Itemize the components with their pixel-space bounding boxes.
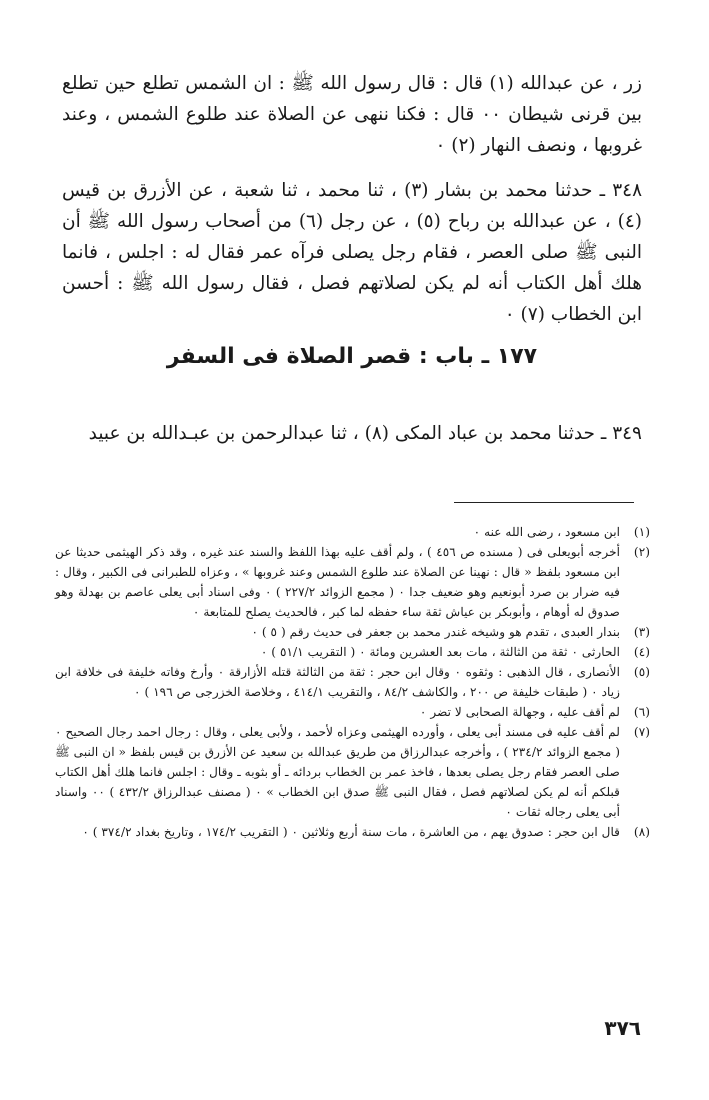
paragraph-hadith-349: ٣٤٩ ـ حدثنا محمد بن عباد المكى (٨) ، ثنا عبدالرحمن بن عبـدالله بن عبيد	[88, 423, 642, 444]
footnote	[55, 622, 650, 642]
footnote-text: ابن مسعود ، رضى الله عنه ٠	[473, 525, 620, 539]
footnote-text: الحارثى ٠ ثقة من الثالثة ، مات بعد العشرين ومائة ٠ ( التقريب ٥١/١ ) ٠	[260, 645, 620, 659]
footnote	[55, 702, 650, 722]
footnote-number: (٤)	[633, 645, 650, 659]
footnote-text: الأنصارى ، قال الذهبى : وثقوه ٠ وقال ابن حجر : ثقة من الثالثة قتله الأزارقة ٠ وأرخ وفاته خليفة فى خلافة ابن زياد ٠ ( طبقات خليفة ص ٢٠٠ ، والكاشف ٨٤/٢ ، والتقريب ٤١٤/١ ، وخلاصة الخزرجى ص ١٩٦ ) ٠	[55, 665, 621, 699]
chapter-heading: ١٧٧ ـ باب : قصر الصلاة فى السفر	[166, 344, 538, 369]
page-number: ٣٧٦	[604, 1016, 641, 1040]
footnote	[55, 822, 650, 842]
footnote-divider	[454, 502, 634, 503]
footnote-number: (٣)	[633, 625, 650, 639]
footnote	[55, 722, 650, 822]
footnote	[55, 522, 650, 542]
footnote-number: (١)	[633, 525, 650, 539]
footnote-text: أخرجه أبويعلى فى ( مسنده ص ٤٥٦ ) ، ولم أقف عليه بهذا اللفظ والسند عند غيره ، وقد ذكر الهيثمى حديثا عن ابن مسعود بلفظ « قال : نهينا عن الصلاة عند طلوع الشمس وعند غروبها » ، وعزاه للطبرانى فى الكبير ، وقال : فيه ضرار بن صرد أبونعيم وهو ضعيف جدا ٠ ( مجمع الزوائد ٢٢٧/٢ ) ٠ وفى اسناد أبى يعلى عاصم بن بهدلة وهو صدوق له أوهام ، وأبوبكر بن عياش ثقة ساء حفظه لما كبر ، فالحديث يصلح للمتابعة ٠	[55, 545, 620, 619]
footnote-number: (٧)	[633, 725, 650, 739]
paragraph-continuation: زر ، عن عبدالله (١) قال : قال رسول الله ﷺ : ان الشمس تطلع حين تطلع بين قرنى شيطان ٠٠ قال : فكنا ننهى عن الصلاة عند طلوع الشمس ، وعند غروبها ، ونصف النهار (٢) ٠	[62, 73, 643, 156]
footnotes	[55, 522, 650, 842]
footnote-text: لم أقف عليه ، وجهالة الصحابى لا تضر ٠	[419, 705, 620, 719]
footnote-number: (٨)	[633, 825, 650, 839]
footnote	[55, 542, 650, 622]
footnote	[55, 662, 650, 702]
footnote	[55, 642, 650, 662]
footnote-number: (٢)	[633, 545, 650, 559]
footnote-number: (٦)	[633, 705, 650, 719]
main-text	[62, 68, 642, 330]
footnote-text: قال ابن حجر : صدوق يهم ، من العاشرة ، مات سنة أربع وثلاثين ٠ ( التقريب ١٧٤/٢ ، وتاريخ بغداد ٣٧٤/٢ ) ٠	[82, 825, 620, 839]
footnote-text: بندار العبدى ، تقدم هو وشيخه غندر محمد بن جعفر فى حديث رقم ( ٥ ) ٠	[251, 625, 620, 639]
footnote-text: لم أقف عليه فى مسند أبى يعلى ، وأورده الهيثمى وعزاه لأحمد ، ولأبى يعلى ، وقال : رجال احمد رجال الصحيح ٠ ( مجمع الزوائد ٢٣٤/٢ ) ، وأخرجه عبدالرزاق من طريق عبدالله بن سعيد عن الأزرق بن قيس بلفظ « ان النبى ﷺ صلى العصر فقام رجل يصلى بعدها ، فاخذ عمر بن الخطاب بردائه ـ أو بثوبه ـ وقال : اجلس فانما هلك أهل الكتاب قبلكم أنه لم يكن لصلاتهم فصل ، فقال النبى ﷺ صدق ابن الخطاب » ٠ ( مصنف عبدالرزاق ٤٣٢/٢ ) ٠٠ واسناد أبى يعلى رجاله ثقات ٠	[55, 725, 620, 819]
footnote-number: (٥)	[633, 665, 650, 679]
paragraph-hadith-348: ٣٤٨ ـ حدثنا محمد بن بشار (٣) ، ثنا محمد ، ثنا شعبة ، عن الأزرق بن قيس (٤) ، عن عبدالله بن رباح (٥) ، عن رجل (٦) من أصحاب رسول الله ﷺ أن النبى ﷺ صلى العصر ، فقام رجل يصلى فرآه عمر فقال له : اجلس ، فانما هلك أهل الكتاب أنه لم يكن لصلاتهم فصل ، فقال رسول الله ﷺ : أحسن ابن الخطاب (٧) ٠	[62, 180, 643, 325]
